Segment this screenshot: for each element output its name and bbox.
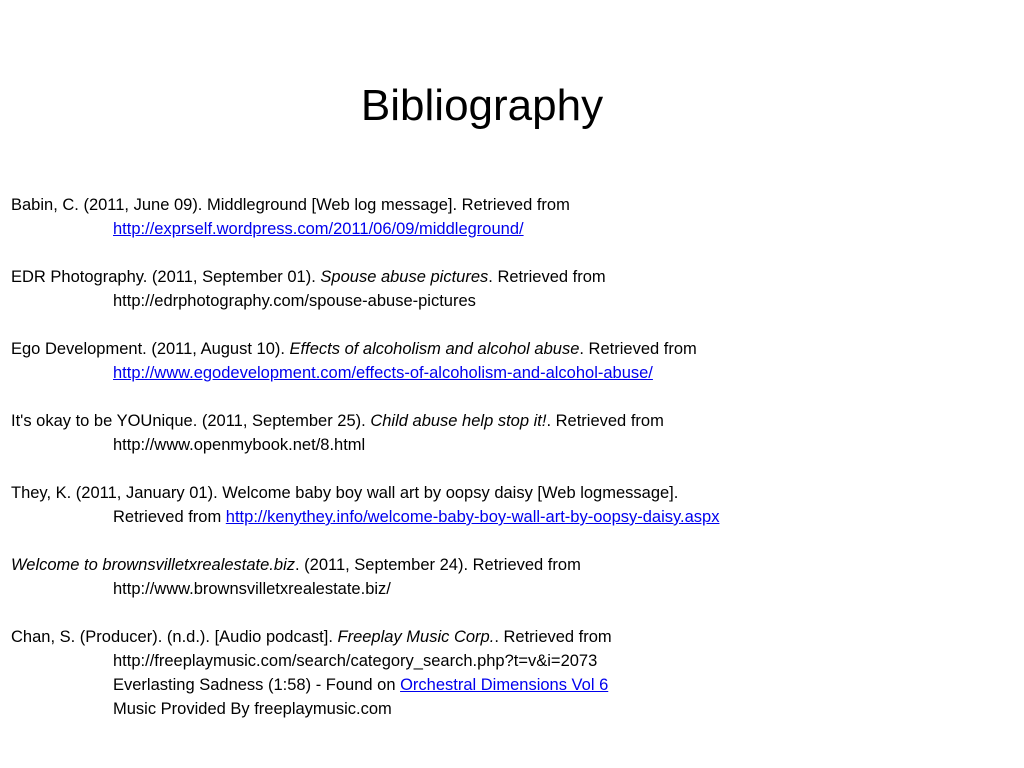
reference-text: Babin, C. (2011, June 09). Middleground [Web log message]. Retrieved from [11, 196, 570, 214]
reference-retrieved: Retrieved from [113, 508, 226, 526]
reference-text [11, 553, 1001, 577]
reference-url-line [11, 361, 1001, 385]
reference-retrieved: . Retrieved from [494, 628, 612, 646]
reference-text: They, K. (2011, January 01). Welcome baby boy wall art by oopsy daisy [Web logmessage]. [11, 484, 679, 502]
reference-retrieved: . Retrieved from [579, 340, 697, 358]
reference-link[interactable]: http://www.egodevelopment.com/effects-of-alcoholism-and-alcohol-abuse/ [113, 364, 653, 382]
reference-work-title: Freeplay Music Corp. [337, 628, 495, 646]
reference-entry-they [11, 481, 1001, 529]
reference-text [11, 265, 1001, 289]
reference-author: Ego Development. (2011, August 10). [11, 340, 290, 358]
reference-work-title: Spouse abuse pictures [320, 268, 489, 286]
reference-entry-ego [11, 337, 1001, 385]
reference-link[interactable]: http://kenythey.info/welcome-baby-boy-wall-art-by-oopsy-daisy.aspx [225, 508, 720, 526]
reference-entry-babin [11, 193, 1001, 241]
page-title: Bibliography [360, 81, 604, 130]
reference-url: http://www.openmybook.net/8.html [113, 436, 366, 454]
reference-work-title: Effects of alcoholism and alcohol abuse [289, 340, 580, 358]
reference-url: http://freeplaymusic.com/search/category_search.php?t=v&i=2073 [113, 652, 598, 670]
reference-retrieved: . Retrieved from [488, 268, 606, 286]
reference-list [11, 193, 1001, 745]
reference-link[interactable]: http://exprself.wordpress.com/2011/06/09/middleground/ [113, 220, 524, 238]
reference-url: http://edrphotography.com/spouse-abuse-pictures [113, 292, 476, 310]
reference-retrieved: . (2011, September 24). Retrieved from [294, 556, 581, 574]
reference-note [11, 673, 1001, 697]
reference-author: It's okay to be YOUnique. (2011, September 25). [11, 412, 371, 430]
reference-work-title: Welcome to brownsvilletxrealestate.biz [11, 556, 295, 574]
reference-text [11, 337, 1001, 361]
reference-retrieved: . Retrieved from [546, 412, 664, 430]
reference-note: Music Provided By freeplaymusic.com [113, 700, 392, 718]
reference-note-text: Everlasting Sadness (1:58) - Found on [113, 676, 401, 694]
reference-author: Chan, S. (Producer). (n.d.). [Audio podcast]. [11, 628, 338, 646]
reference-url-line [11, 217, 1001, 241]
reference-link[interactable]: Orchestral Dimensions Vol 6 [400, 676, 609, 694]
reference-author: EDR Photography. (2011, September 01). [11, 268, 321, 286]
reference-entry-edr [11, 265, 1001, 313]
reference-work-title: Child abuse help stop it! [370, 412, 547, 430]
reference-url-line [11, 505, 1001, 529]
reference-url: http://www.brownsvilletxrealestate.biz/ [113, 580, 391, 598]
reference-entry-chan [11, 625, 1001, 721]
reference-entry-younique [11, 409, 1001, 457]
reference-text [11, 625, 1001, 649]
reference-text [11, 409, 1001, 433]
reference-entry-brownsville [11, 553, 1001, 601]
